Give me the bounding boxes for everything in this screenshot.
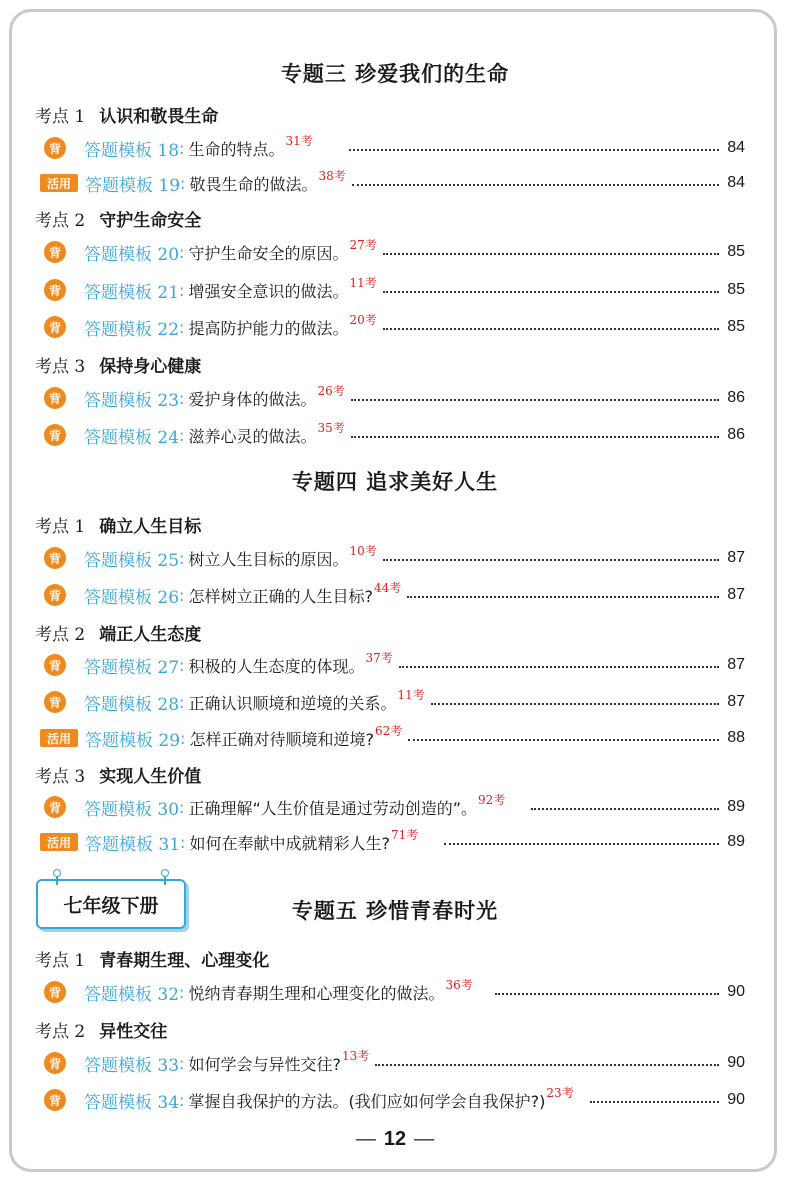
memorize-badge-icon: 背 xyxy=(44,981,66,1003)
leader-dots xyxy=(495,993,719,995)
leader-dots xyxy=(352,184,719,186)
page-ref: 85 xyxy=(727,318,745,335)
topic-heading: 考点 2 守护生命安全 xyxy=(35,211,202,231)
topic-heading: 考点 1 青春期生理、心理变化 xyxy=(35,951,270,971)
pin-icon xyxy=(56,873,58,885)
section-title: 专题四 追求美好人生 xyxy=(291,470,499,494)
page-ref: 90 xyxy=(727,983,745,1000)
page-ref: 89 xyxy=(727,798,745,815)
memorize-badge-icon: 背 xyxy=(44,137,66,159)
page-ref: 87 xyxy=(727,693,745,710)
memorize-badge-icon: 背 xyxy=(44,387,66,409)
page-ref: 90 xyxy=(727,1054,745,1071)
leader-dots xyxy=(408,739,719,741)
toc-entry[interactable]: 背 答题模板 25 : 树立人生目标的原因。 10考 87 xyxy=(40,545,745,571)
toc-entry[interactable]: 活用 答题模板 31 : 如何在奉献中成就精彩人生? 71考 89 xyxy=(40,829,745,855)
memorize-badge-icon: 背 xyxy=(44,316,66,338)
page-ref: 85 xyxy=(727,243,745,260)
toc-entry[interactable]: 背 答题模板 22 : 提高防护能力的做法。 20考 85 xyxy=(40,314,745,340)
toc-entry[interactable]: 背 答题模板 30 : 正确理解“人生价值是通过劳动创造的”。 92考 89 xyxy=(40,794,745,820)
leader-dots xyxy=(383,559,719,561)
leader-dots xyxy=(351,436,719,438)
page-ref: 86 xyxy=(727,389,745,406)
toc-entry[interactable]: 背 答题模板 32 : 悦纳青春期生理和心理变化的做法。 36考 90 xyxy=(40,979,745,1005)
section-title: 专题五 珍惜青春时光 xyxy=(291,899,499,923)
memorize-badge-icon: 背 xyxy=(44,547,66,569)
topic-heading: 考点 1 确立人生目标 xyxy=(35,517,202,537)
apply-badge-icon: 活用 xyxy=(40,174,78,192)
toc-entry[interactable]: 背 答题模板 28 : 正确认识顺境和逆境的关系。 11考 87 xyxy=(40,689,745,715)
topic-heading: 考点 3 实现人生价值 xyxy=(35,767,202,787)
leader-dots xyxy=(351,399,719,401)
page-ref: 84 xyxy=(727,174,745,191)
page-ref: 87 xyxy=(727,586,745,603)
topic-heading: 考点 2 异性交往 xyxy=(35,1022,168,1042)
memorize-badge-icon: 背 xyxy=(44,1089,66,1111)
page-ref: 87 xyxy=(727,549,745,566)
leader-dots xyxy=(407,596,719,598)
toc-entry[interactable]: 活用 答题模板 29 : 怎样正确对待顺境和逆境? 62考 88 xyxy=(40,725,745,751)
leader-dots xyxy=(383,291,719,293)
topic-heading: 考点 2 端正人生态度 xyxy=(35,625,202,645)
leader-dots xyxy=(349,149,719,151)
leader-dots xyxy=(431,703,719,705)
memorize-badge-icon: 背 xyxy=(44,584,66,606)
page-number: — 12 — xyxy=(355,1128,435,1150)
toc-entry[interactable]: 背 答题模板 26 : 怎样树立正确的人生目标? 44考 87 xyxy=(40,582,745,608)
leader-dots xyxy=(375,1064,719,1066)
page-ref: 84 xyxy=(727,139,745,156)
pin-icon xyxy=(164,873,166,885)
memorize-badge-icon: 背 xyxy=(44,424,66,446)
apply-badge-icon: 活用 xyxy=(40,833,78,851)
leader-dots xyxy=(383,253,719,255)
page-ref: 90 xyxy=(727,1091,745,1108)
page-ref: 89 xyxy=(727,833,745,850)
page-ref: 88 xyxy=(727,729,745,746)
memorize-badge-icon: 背 xyxy=(44,796,66,818)
leader-dots xyxy=(444,843,719,845)
leader-dots xyxy=(399,666,719,668)
topic-heading: 考点 1 认识和敬畏生命 xyxy=(35,107,219,127)
memorize-badge-icon: 背 xyxy=(44,654,66,676)
apply-badge-icon: 活用 xyxy=(40,729,78,747)
leader-dots xyxy=(383,328,719,330)
toc-entry[interactable]: 活用 答题模板 19 : 敬畏生命的做法。 38考 84 xyxy=(40,170,745,196)
leader-dots xyxy=(590,1101,720,1103)
toc-entry[interactable]: 背 答题模板 20 : 守护生命安全的原因。 27考 85 xyxy=(40,239,745,265)
page-ref: 85 xyxy=(727,281,745,298)
grade-label: 七年级下册 xyxy=(63,894,159,917)
page-ref: 87 xyxy=(727,656,745,673)
topic-heading: 考点 3 保持身心健康 xyxy=(35,357,202,377)
memorize-badge-icon: 背 xyxy=(44,241,66,263)
toc-entry[interactable]: 背 答题模板 21 : 增强安全意识的做法。 11考 85 xyxy=(40,277,745,303)
leader-dots xyxy=(531,808,719,810)
toc-entry[interactable]: 背 答题模板 33 : 如何学会与异性交往? 13考 90 xyxy=(40,1050,745,1076)
toc-entry[interactable]: 背 答题模板 34 : 掌握自我保护的方法。(我们应如何学会自我保护?) 23考 90 xyxy=(40,1087,745,1113)
section-title: 专题三 珍爱我们的生命 xyxy=(280,62,510,86)
memorize-badge-icon: 背 xyxy=(44,1052,66,1074)
toc-entry[interactable]: 背 答题模板 18 : 生命的特点。 31考 84 xyxy=(40,135,745,161)
toc-entry[interactable]: 背 答题模板 23 : 爱护身体的做法。 26考 86 xyxy=(40,385,745,411)
toc-entry[interactable]: 背 答题模板 24 : 滋养心灵的做法。 35考 86 xyxy=(40,422,745,448)
memorize-badge-icon: 背 xyxy=(44,691,66,713)
page-ref: 86 xyxy=(727,426,745,443)
memorize-badge-icon: 背 xyxy=(44,279,66,301)
toc-entry[interactable]: 背 答题模板 27 : 积极的人生态度的体现。 37考 87 xyxy=(40,652,745,678)
